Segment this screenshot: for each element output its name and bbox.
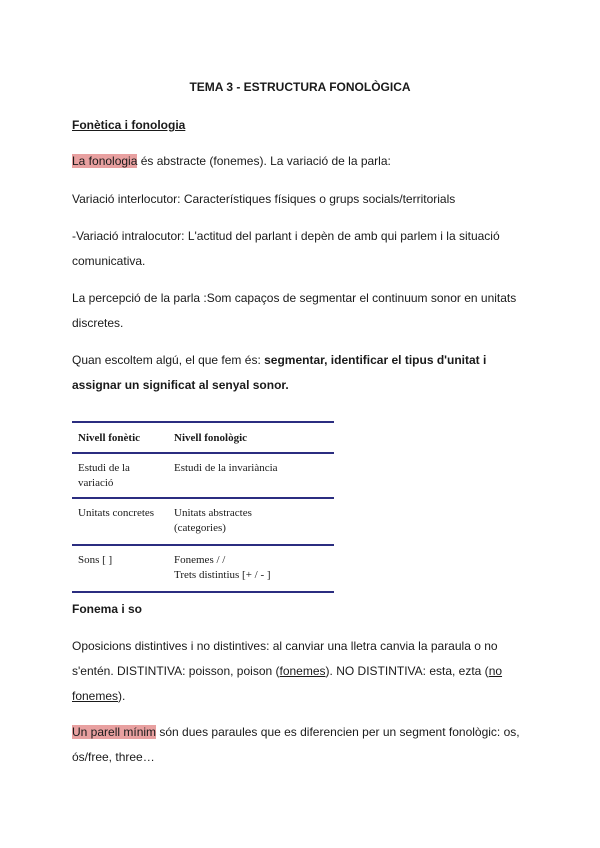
paragraph-line: -Variació intralocutor: L'actitud del parlant i depèn de amb qui parlem i la situació <box>72 229 500 243</box>
table-cell <box>168 498 334 545</box>
paragraph-line: discretes. <box>72 316 124 330</box>
bold-text: segmentar, identificar el tipus d'unitat i <box>264 353 487 367</box>
cell-line: Trets distintius [+ / - ] <box>174 569 271 581</box>
paragraph-line: ós/free, three… <box>72 750 155 764</box>
paragraph-parell-minim <box>72 720 534 770</box>
table-header-cell: Nivell fonològic <box>174 432 248 444</box>
document-title: TEMA 3 - ESTRUCTURA FONOLÒGICA <box>189 80 411 94</box>
paragraph-text: és abstracte (fonemes). La variació de la parla: <box>137 154 391 168</box>
paragraph-text: s'entén. DISTINTIVA: poisson, poison ( <box>72 664 280 678</box>
cell-line: Unitats concretes <box>78 507 155 519</box>
table-cell <box>72 545 168 592</box>
cell-line: Sons [ ] <box>78 554 113 566</box>
paragraph-oposicions <box>72 634 534 709</box>
bold-text: assignar un significat al senyal sonor. <box>72 378 289 392</box>
paragraph-fonologia <box>72 149 534 174</box>
paragraph-line: Oposicions distintives i no distintives: al canviar una lletra canvia la paraula o no <box>72 639 498 653</box>
table-cell <box>72 498 168 545</box>
table-row <box>72 498 334 545</box>
cell-line: Fonemes / / <box>174 554 226 566</box>
cell-line: (categories) <box>174 522 226 534</box>
paragraph-percepcio <box>72 286 534 336</box>
cell-line: variació <box>78 477 114 489</box>
highlight-parell-minim: Un parell mínim <box>72 725 157 739</box>
levels-table <box>72 421 334 593</box>
table-cell <box>72 453 168 498</box>
paragraph-escoltem <box>72 348 534 398</box>
paragraph-text: ). <box>118 689 126 703</box>
paragraph-intralocutor <box>72 224 534 274</box>
paragraph-text: ). NO DISTINTIVA: esta, ezta ( <box>325 664 489 678</box>
paragraph-line: La percepció de la parla :Som capaços de segmentar el continuum sonor en unitats <box>72 291 517 305</box>
paragraph-line: comunicativa. <box>72 254 146 268</box>
table-cell <box>168 453 334 498</box>
section-heading-fonema: Fonema i so <box>72 602 143 616</box>
underlined-text: no <box>488 664 503 678</box>
table-header-row <box>72 422 334 453</box>
table-header-cell: Nivell fonètic <box>78 432 141 444</box>
underlined-text: fonemes <box>279 664 326 678</box>
paragraph-interlocutor: Variació interlocutor: Característiques físiques o grups socials/territorials <box>72 192 456 206</box>
table-row <box>72 545 334 592</box>
paragraph-text: Quan escoltem algú, el que fem és: <box>72 353 265 367</box>
table-cell <box>168 545 334 592</box>
cell-line: Unitats abstractes <box>174 507 252 519</box>
cell-line: Estudi de la <box>78 462 130 474</box>
highlight-fonologia: La fonologia <box>72 154 138 168</box>
underlined-text: fonemes <box>72 689 119 703</box>
table-row <box>72 453 334 498</box>
cell-line: Estudi de la invariància <box>174 462 278 474</box>
paragraph-text: són dues paraules que es diferencien per un segment fonològic: os, <box>156 725 520 739</box>
section-heading-fonetica: Fonètica i fonologia <box>72 118 186 132</box>
